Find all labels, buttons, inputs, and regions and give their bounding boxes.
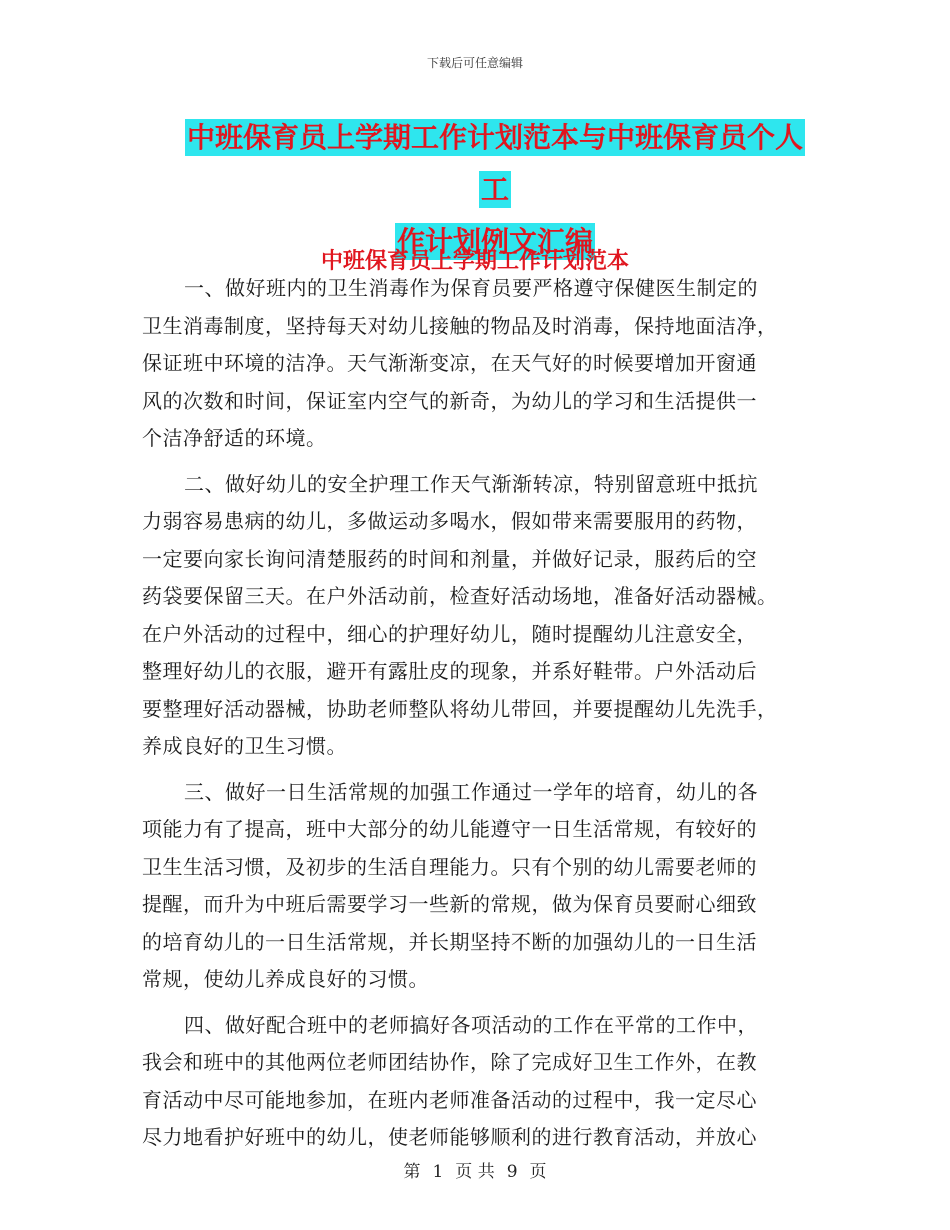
paragraph-4 [142, 1007, 802, 1157]
paragraph-line: 养成良好的卫生习惯。 [142, 734, 347, 758]
paragraph-line: 的培育幼儿的一日生活常规，并长期坚持不断的加强幼儿的一日生活 [142, 929, 757, 954]
footer-prefix: 第 [403, 1162, 421, 1182]
paragraph-line: 力弱容易患病的幼儿，多做运动多喝水，假如带来需要服用的药物， [142, 509, 757, 533]
paragraph-line: 提醒，而升为中班后需要学习一些新的常规，做为保育员要耐心细致 [142, 892, 757, 916]
paragraph-line: 常规，使幼儿养成良好的习惯。 [142, 967, 429, 991]
paragraph-line: 在户外活动的过程中，细心的护理好幼儿，随时提醒幼儿注意安全， [142, 621, 757, 646]
paragraph-line: 二、做好幼儿的安全护理工作天气渐渐转凉，特别留意班中抵抗 [184, 471, 758, 496]
paragraph-line: 一、做好班内的卫生消毒作为保育员要严格遵守保健医生制定的 [184, 276, 758, 300]
paragraph-line: 要整理好活动器械，协助老师整队将幼儿带回，并要提醒幼儿先洗手， [142, 696, 778, 721]
paragraph-3 [142, 774, 802, 999]
paragraph-line: 尽力地看护好班中的幼儿，使老师能够顺利的进行教育活动，并放心 [142, 1125, 757, 1149]
footer-middle: 页 共 [455, 1162, 495, 1182]
paragraph-line: 我会和班中的其他两位老师团结协作，除了完成好卫生工作外，在教 [142, 1050, 757, 1074]
paragraph-line: 卫生生活习惯，及初步的生活自理能力。只有个别的幼儿需要老师的 [142, 854, 757, 879]
paragraph-2 [142, 466, 802, 766]
page-footer [0, 1157, 950, 1182]
paragraph-line: 个洁净舒适的环境。 [142, 426, 327, 450]
document-title-line-2: 作计划例文汇编 [396, 225, 593, 258]
paragraph-line: 药袋要保留三天。在户外活动前，检查好活动场地，准备好活动器械。 [142, 584, 778, 608]
footer-page-number: 1 [432, 1162, 444, 1182]
document-body [142, 270, 802, 1165]
footer-suffix: 页 [529, 1162, 547, 1182]
paragraph-line: 一定要向家长询问清楚服药的时间和剂量，并做好记录，服药后的空 [142, 546, 757, 571]
header-note: 下载后可任意编辑 [426, 56, 523, 70]
paragraph-line: 育活动中尽可能地参加，在班内老师准备活动的过程中，我一定尽心 [142, 1087, 757, 1112]
paragraph-1 [142, 270, 802, 458]
document-title-line-1: 中班保育员上学期工作计划范本与中班保育员个人工 [186, 121, 803, 206]
paragraph-line: 三、做好一日生活常规的加强工作通过一学年的培育，幼儿的各 [184, 779, 758, 804]
paragraph-line: 风的次数和时间，保证室内空气的新奇，为幼儿的学习和生活提供一 [142, 388, 757, 413]
section-title: 中班保育员上学期工作计划范本 [320, 249, 629, 274]
paragraph-line: 四、做好配合班中的老师搞好各项活动的工作在平常的工作中， [184, 1012, 758, 1037]
paragraph-line: 卫生消毒制度，坚持每天对幼儿接触的物品及时消毒，保持地面洁净， [142, 313, 778, 338]
footer-total-pages: 9 [506, 1162, 518, 1182]
paragraph-line: 保证班中环境的洁净。天气渐渐变凉，在天气好的时候要增加开窗通 [142, 351, 757, 375]
paragraph-line: 项能力有了提高，班中大部分的幼儿能遵守一日生活常规，有较好的 [142, 817, 757, 841]
paragraph-line: 整理好幼儿的衣服，避开有露肚皮的现象，并系好鞋带。户外活动后 [142, 659, 757, 683]
